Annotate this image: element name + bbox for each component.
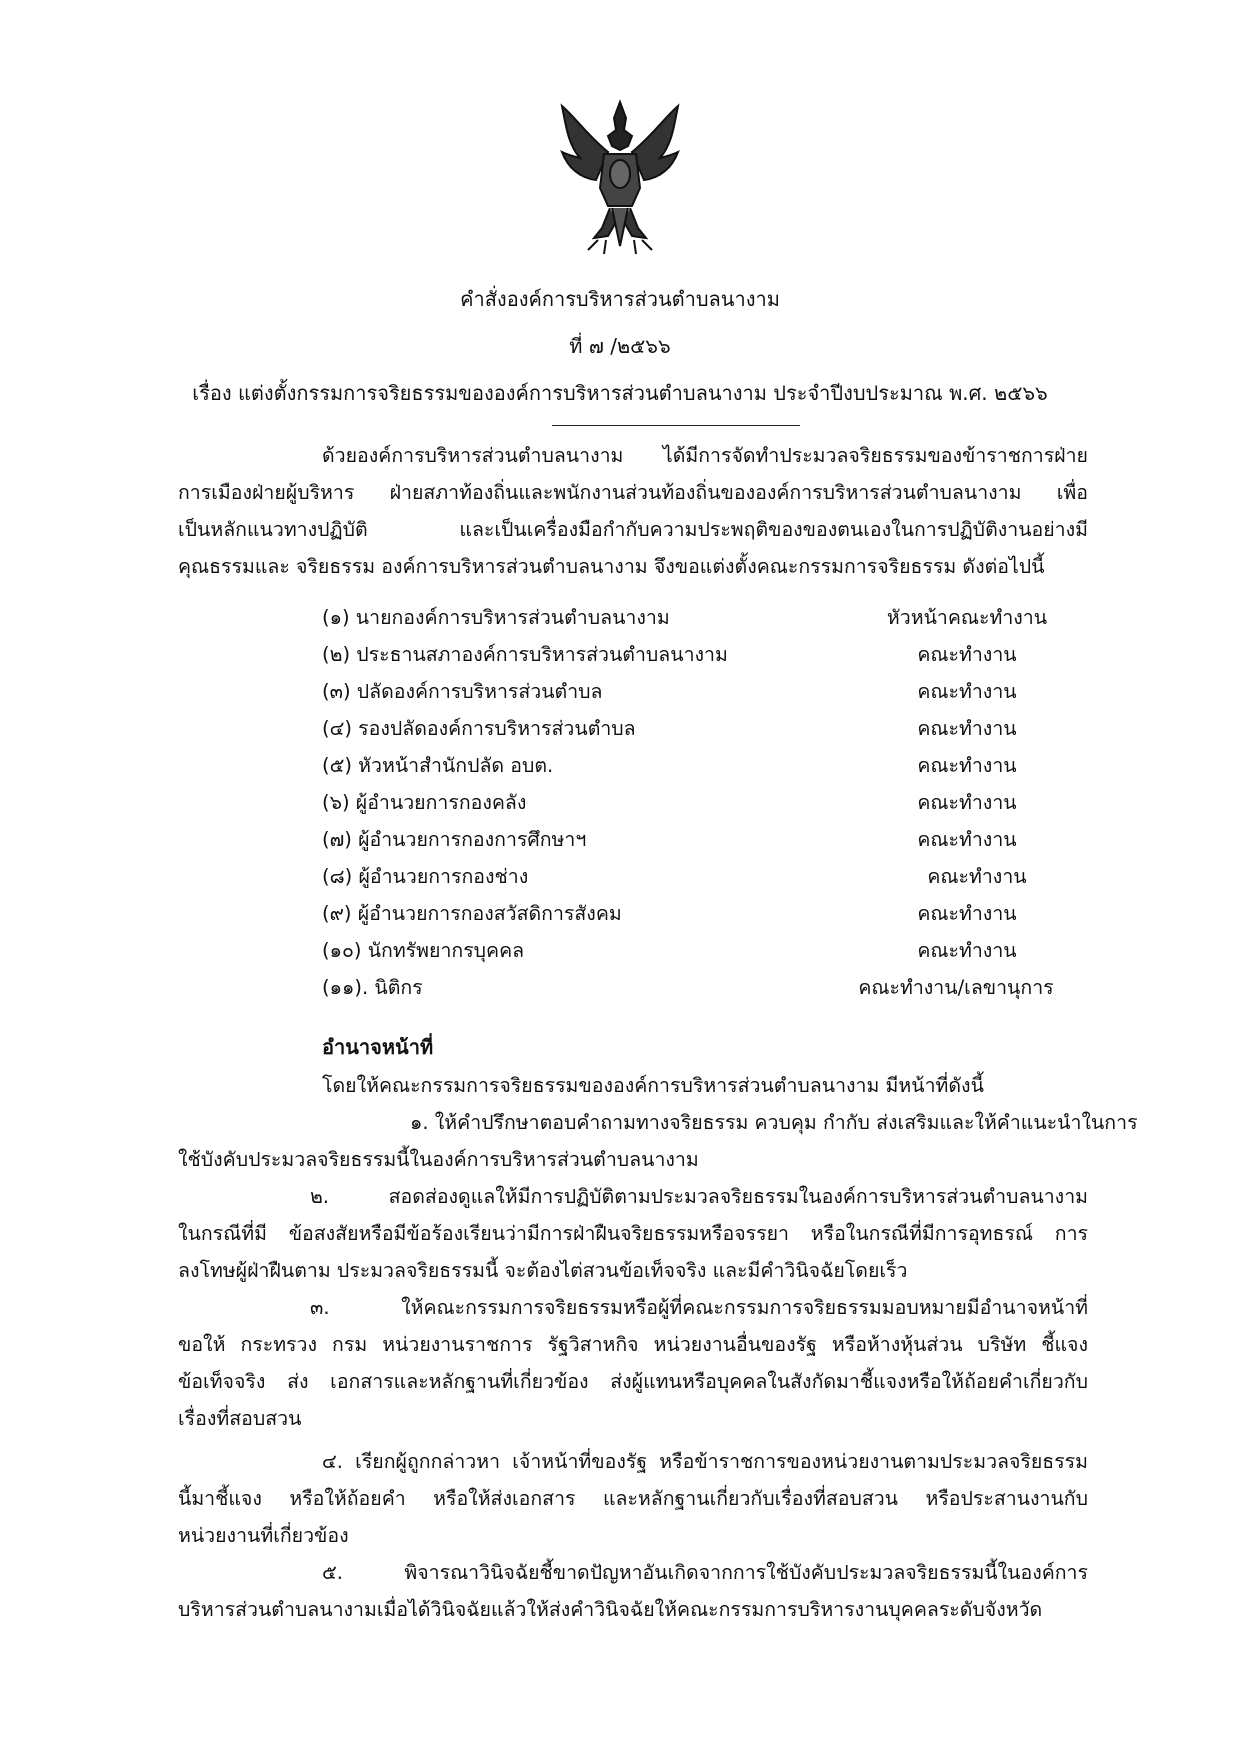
member-role: คณะทำงาน [917, 717, 1017, 740]
duty-line: บริหารส่วนตำบลนางามเมื่อได้วินิจฉัยแล้วให้ส่งคำวินิจฉัยให้คณะกรรมการบริหารงานบุคคลระดับจังหวัด [178, 1598, 1043, 1621]
member-name: (๖) ผู้อำนวยการกองคลัง [322, 791, 527, 814]
duty-line: ๑. ให้คำปรึกษาตอบคำถามทางจริยธรรม ควบคุม กำกับ ส่งเสริมและให้คำแนะนำในการ [410, 1111, 1138, 1134]
duty-line: ๓. ให้คณะกรรมการจริยธรรมหรือผู้ที่คณะกรรมการจริยธรรมมอบหมายมีอำนาจหน้าที่ [310, 1296, 1088, 1319]
member-name: (๓) ปลัดองค์การบริหารส่วนตำบล [322, 680, 603, 703]
member-role: คณะทำงาน [917, 643, 1017, 666]
intro-line: เป็นหลักแนวทางปฏิบัติ และเป็นเครื่องมือกำกับความประพฤติของของตนเองในการปฏิบัติงานอย่างมี [178, 518, 1088, 541]
order-number: ที่ ๗ /๒๕๖๖ [569, 334, 671, 358]
duty-line: ๕. พิจารณาวินิจฉัยชี้ขาดปัญหาอันเกิดจากการใช้บังคับประมวลจริยธรรมนี้ในองค์การ [322, 1561, 1088, 1584]
member-role: คณะทำงาน [917, 828, 1017, 851]
duty-line: ใช้บังคับประมวลจริยธรรมนี้ในองค์การบริหารส่วนตำบลนางาม [178, 1148, 699, 1171]
member-name: (๑) นายกองค์การบริหารส่วนตำบลนางาม [322, 606, 670, 629]
member-name: (๑๑). นิติกร [322, 976, 423, 999]
duty-line: นี้มาชี้แจง หรือให้ถ้อยคำ หรือให้ส่งเอกสาร และหลักฐานเกี่ยวกับเรื่องที่สอบสวน หรือประสานงานกับ [178, 1487, 1088, 1510]
duty-line: ขอให้ กระทรวง กรม หน่วยงานราชการ รัฐวิสาหกิจ หน่วยงานอื่นของรัฐ หรือห้างหุ้นส่วน บริษัท ชี้แจง [178, 1333, 1088, 1356]
member-role: คณะทำงาน [917, 939, 1017, 962]
member-name: (๘) ผู้อำนวยการกองช่าง [322, 865, 529, 888]
member-role: คณะทำงาน [917, 791, 1017, 814]
member-name: (๑๐) นักทรัพยากรบุคคล [322, 939, 525, 962]
duty-line: ลงโทษผู้ฝ่าฝืนตาม ประมวลจริยธรรมนี้ จะต้องไต่สวนข้อเท็จจริง และมีคำวินิจฉัยโดยเร็ว [178, 1259, 908, 1282]
duty-line: ๒. สอดส่องดูแลให้มีการปฏิบัติตามประมวลจริยธรรมในองค์การบริหารส่วนตำบลนางาม [310, 1185, 1088, 1208]
duty-line: เรื่องที่สอบสวน [178, 1407, 302, 1430]
duties-heading: อำนาจหน้าที่ [322, 1035, 434, 1059]
member-name: (๔) รองปลัดองค์การบริหารส่วนตำบล [322, 717, 636, 740]
duty-line: ในกรณีที่มี ข้อสงสัยหรือมีข้อร้องเรียนว่ามีการฝ่าฝืนจริยธรรมหรือจรรยา หรือในกรณีที่มีการอุทธรณ์ การ [178, 1222, 1088, 1245]
duties-lead: โดยให้คณะกรรมการจริยธรรมขององค์การบริหารส่วนตำบลนางาม มีหน้าที่ดังนี้ [322, 1074, 984, 1097]
member-role: คณะทำงาน [917, 902, 1017, 925]
member-role: คณะทำงาน/เลขานุการ [858, 976, 1054, 999]
title-divider [552, 425, 800, 426]
duty-line: ๔. เรียกผู้ถูกกล่าวหา เจ้าหน้าที่ของรัฐ หรือข้าราชการของหน่วยงานตามประมวลจริยธรรม [322, 1450, 1088, 1473]
intro-line: การเมืองฝ่ายผู้บริหาร ฝ่ายสภาท้องถิ่นและพนักงานส่วนท้องถิ่นขององค์การบริหารส่วนตำบลนางาม เพื่อ [178, 481, 1088, 504]
garuda-emblem [558, 96, 682, 266]
member-role: คณะทำงาน [917, 754, 1017, 777]
intro-line: คุณธรรมและ จริยธรรม องค์การบริหารส่วนตำบลนางาม จึงขอแต่งตั้งคณะกรรมการจริยธรรม ดังต่อไปนี้ [178, 555, 1045, 578]
order-title: คำสั่งองค์การบริหารส่วนตำบลนางาม [460, 287, 780, 311]
order-subject: เรื่อง แต่งตั้งกรรมการจริยธรรมขององค์การบริหารส่วนตำบลนางาม ประจำปีงบประมาณ พ.ศ. ๒๕๖๖ [192, 381, 1048, 405]
member-name: (๕) หัวหน้าสำนักปลัด อบต. [322, 754, 554, 777]
duty-line: ข้อเท็จจริง ส่ง เอกสารและหลักฐานที่เกี่ยวข้อง ส่งผู้แทนหรือบุคคลในสังกัดมาชี้แจงหรือให้ถ้อยคำเกี่ยวกับ [178, 1370, 1088, 1393]
member-name: (๒) ประธานสภาองค์การบริหารส่วนตำบลนางาม [322, 643, 728, 666]
member-role: หัวหน้าคณะทำงาน [886, 606, 1048, 629]
duty-line: หน่วยงานที่เกี่ยวข้อง [178, 1524, 349, 1547]
member-role: คณะทำงาน [927, 865, 1027, 888]
member-name: (๙) ผู้อำนวยการกองสวัสดิการสังคม [322, 902, 622, 925]
member-name: (๗) ผู้อำนวยการกองการศึกษาฯ [322, 828, 587, 851]
member-role: คณะทำงาน [917, 680, 1017, 703]
intro-line: ด้วยองค์การบริหารส่วนตำบลนางาม ได้มีการจัดทำประมวลจริยธรรมของข้าราชการฝ่าย [322, 444, 1088, 467]
